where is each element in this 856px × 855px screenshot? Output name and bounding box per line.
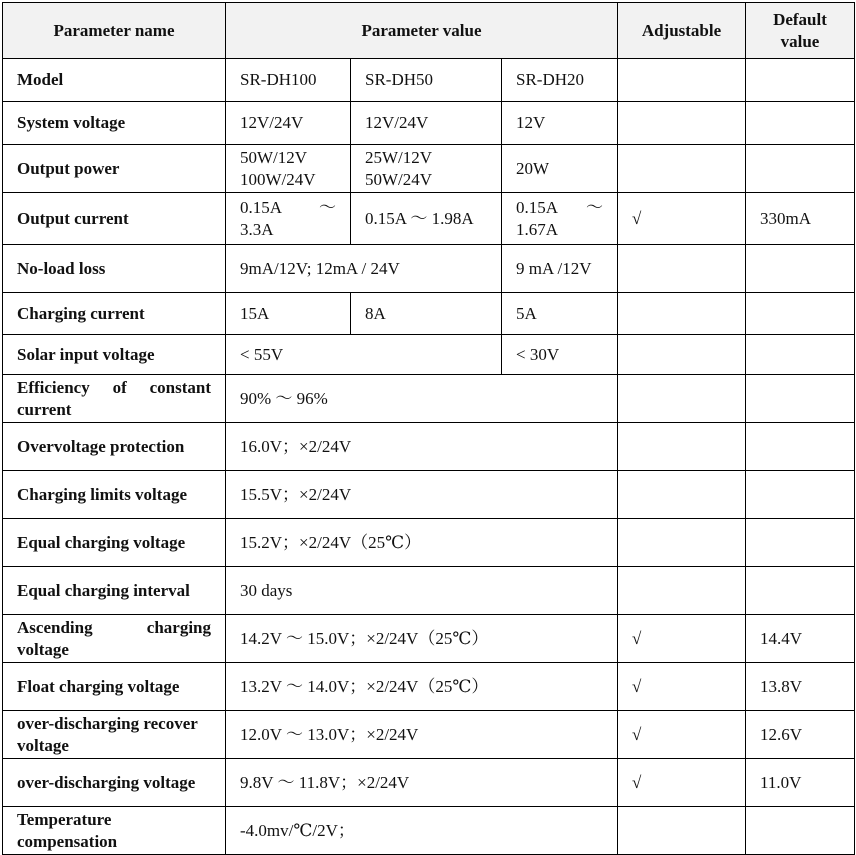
- output-power-v2-line-b: 50W/24V: [365, 169, 433, 189]
- temperature-compensation-default: [746, 807, 855, 855]
- output-power-v3: 20W: [502, 145, 618, 193]
- row-label-charging-limits-voltage: Charging limits voltage: [3, 471, 226, 519]
- efficiency-value: 90% ～ 96%: [226, 375, 618, 423]
- overvoltage-protection-default: [746, 423, 855, 471]
- row-label-no-load-loss: No-load loss: [3, 245, 226, 293]
- overvoltage-protection-adjustable: [618, 423, 746, 471]
- output-current-v1: 0.15A ～ 3.3A: [226, 193, 351, 245]
- row-label-output-power: Output power: [3, 145, 226, 193]
- model-sr-dh20: SR-DH20: [502, 59, 618, 102]
- charging-limits-voltage-default: [746, 471, 855, 519]
- row-label-efficiency: Efficiency of constant current: [3, 375, 226, 423]
- header-parameter-name: Parameter name: [3, 3, 226, 59]
- row-label-ascending-charging-voltage: Ascending charging voltage: [3, 615, 226, 663]
- header-default-value: Default value: [746, 3, 855, 59]
- no-load-loss-default: [746, 245, 855, 293]
- charging-current-v2: 8A: [351, 293, 502, 335]
- output-power-v2: [351, 145, 502, 193]
- equal-charging-interval-default: [746, 567, 855, 615]
- temperature-compensation-value: -4.0mv/℃/2V；: [226, 807, 618, 855]
- output-current-default: 330mA: [746, 193, 855, 245]
- equal-charging-interval-adjustable: [618, 567, 746, 615]
- charging-current-adjustable: [618, 293, 746, 335]
- solar-input-voltage-adjustable: [618, 335, 746, 375]
- charging-current-v1: 15A: [226, 293, 351, 335]
- table-row-charging-limits-voltage: [3, 471, 855, 519]
- model-adjustable: [618, 59, 746, 102]
- row-label-charging-current: Charging current: [3, 293, 226, 335]
- over-discharging-recover-voltage-default: 12.6V: [746, 711, 855, 759]
- table-row-temperature-compensation: [3, 807, 855, 855]
- model-sr-dh50: SR-DH50: [351, 59, 502, 102]
- row-label-float-charging-voltage: Float charging voltage: [3, 663, 226, 711]
- temperature-compensation-adjustable: [618, 807, 746, 855]
- header-parameter-value: Parameter value: [226, 3, 618, 59]
- charging-current-default: [746, 293, 855, 335]
- table-row-charging-current: [3, 293, 855, 335]
- table-row-overvoltage-protection: [3, 423, 855, 471]
- table-row-model: [3, 59, 855, 102]
- equal-charging-voltage-default: [746, 519, 855, 567]
- float-charging-voltage-adjustable: √: [618, 663, 746, 711]
- output-power-default: [746, 145, 855, 193]
- table-row-over-discharging-voltage: [3, 759, 855, 807]
- output-power-v2-line-a: 25W/12V: [365, 147, 433, 167]
- table-row-solar-input-voltage: [3, 335, 855, 375]
- output-current-v2: 0.15A ～ 1.98A: [351, 193, 502, 245]
- table-row-no-load-loss: [3, 245, 855, 293]
- model-sr-dh100: SR-DH100: [226, 59, 351, 102]
- table-row-float-charging-voltage: [3, 663, 855, 711]
- solar-input-voltage-v12: < 55V: [226, 335, 502, 375]
- system-voltage-default: [746, 102, 855, 145]
- efficiency-default: [746, 375, 855, 423]
- over-discharging-recover-voltage-value: 12.0V ～ 13.0V；×2/24V: [226, 711, 618, 759]
- over-discharging-voltage-adjustable: √: [618, 759, 746, 807]
- output-power-v1-line-a: 50W/12V: [240, 147, 308, 167]
- row-label-system-voltage: System voltage: [3, 102, 226, 145]
- output-power-v1: [226, 145, 351, 193]
- table-row-equal-charging-voltage: [3, 519, 855, 567]
- output-power-adjustable: [618, 145, 746, 193]
- row-label-model: Model: [3, 59, 226, 102]
- row-label-temperature-compensation: Temperature compensation: [3, 807, 226, 855]
- equal-charging-voltage-adjustable: [618, 519, 746, 567]
- ascending-charging-voltage-default: 14.4V: [746, 615, 855, 663]
- table-row-over-discharging-recover-voltage: [3, 711, 855, 759]
- table-row-efficiency: [3, 375, 855, 423]
- charging-limits-voltage-adjustable: [618, 471, 746, 519]
- no-load-loss-v12: 9mA/12V; 12mA / 24V: [226, 245, 502, 293]
- system-voltage-v3: 12V: [502, 102, 618, 145]
- model-default: [746, 59, 855, 102]
- table-row-ascending-charging-voltage: [3, 615, 855, 663]
- output-current-adjustable: √: [618, 193, 746, 245]
- table-header-row: [3, 3, 855, 59]
- efficiency-adjustable: [618, 375, 746, 423]
- ascending-charging-voltage-adjustable: √: [618, 615, 746, 663]
- overvoltage-protection-value: 16.0V；×2/24V: [226, 423, 618, 471]
- row-label-over-discharging-recover-voltage: over-discharging recover voltage: [3, 711, 226, 759]
- float-charging-voltage-value: 13.2V ～ 14.0V；×2/24V（25℃）: [226, 663, 618, 711]
- row-label-output-current: Output current: [3, 193, 226, 245]
- table-row-output-current: [3, 193, 855, 245]
- parameter-table: [2, 2, 855, 855]
- output-current-v3: 0.15A ～ 1.67A: [502, 193, 618, 245]
- over-discharging-voltage-value: 9.8V ～ 11.8V；×2/24V: [226, 759, 618, 807]
- table-row-system-voltage: [3, 102, 855, 145]
- no-load-loss-adjustable: [618, 245, 746, 293]
- charging-limits-voltage-value: 15.5V；×2/24V: [226, 471, 618, 519]
- system-voltage-adjustable: [618, 102, 746, 145]
- system-voltage-v1: 12V/24V: [226, 102, 351, 145]
- no-load-loss-v3: 9 mA /12V: [502, 245, 618, 293]
- charging-current-v3: 5A: [502, 293, 618, 335]
- header-adjustable: Adjustable: [618, 3, 746, 59]
- equal-charging-interval-value: 30 days: [226, 567, 618, 615]
- row-label-solar-input-voltage: Solar input voltage: [3, 335, 226, 375]
- row-label-overvoltage-protection: Overvoltage protection: [3, 423, 226, 471]
- equal-charging-voltage-value: 15.2V；×2/24V（25℃）: [226, 519, 618, 567]
- over-discharging-voltage-default: 11.0V: [746, 759, 855, 807]
- table-row-output-power: [3, 145, 855, 193]
- row-label-over-discharging-voltage: over-discharging voltage: [3, 759, 226, 807]
- row-label-equal-charging-interval: Equal charging interval: [3, 567, 226, 615]
- solar-input-voltage-v3: < 30V: [502, 335, 618, 375]
- output-power-v1-line-b: 100W/24V: [240, 169, 316, 189]
- system-voltage-v2: 12V/24V: [351, 102, 502, 145]
- ascending-charging-voltage-value: 14.2V ～ 15.0V；×2/24V（25℃）: [226, 615, 618, 663]
- solar-input-voltage-default: [746, 335, 855, 375]
- over-discharging-recover-voltage-adjustable: √: [618, 711, 746, 759]
- table-row-equal-charging-interval: [3, 567, 855, 615]
- row-label-equal-charging-voltage: Equal charging voltage: [3, 519, 226, 567]
- float-charging-voltage-default: 13.8V: [746, 663, 855, 711]
